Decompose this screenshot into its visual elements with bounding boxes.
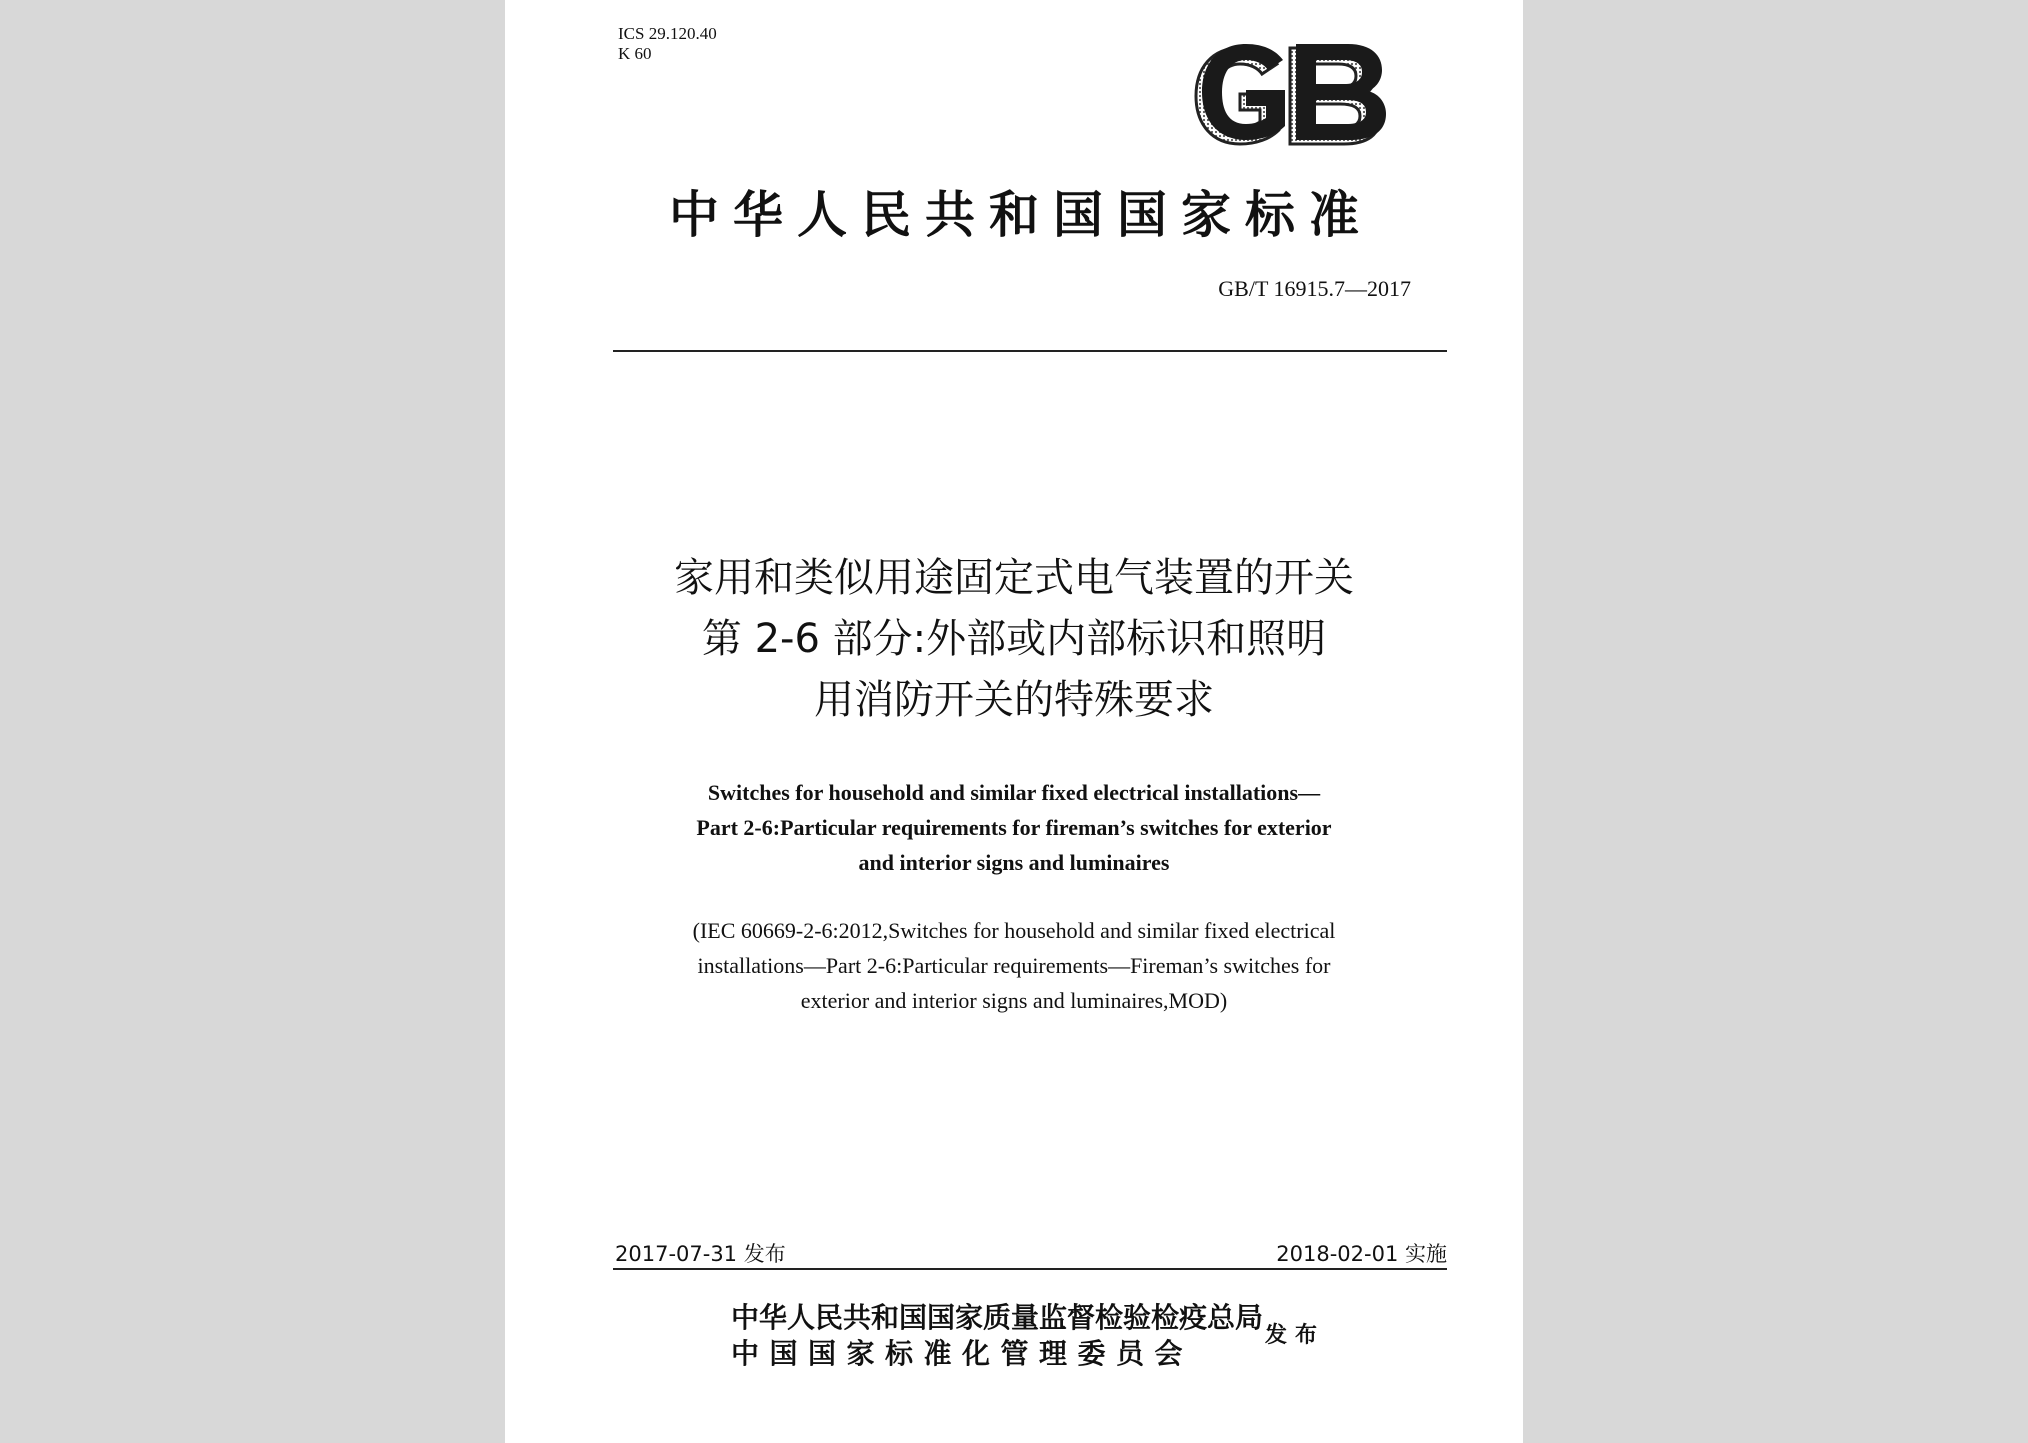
- title-en-line: Switches for household and similar fixed electrical installations—: [707, 780, 1321, 805]
- iec-reference-line: installations—Part 2-6:Particular requirements—Fireman’s switches for: [697, 953, 1331, 978]
- title-en-line: and interior signs and luminaires: [858, 850, 1170, 875]
- title-cn-line: 家用和类似用途固定式电气装置的开关: [674, 555, 1354, 601]
- title-cn-line: 用消防开关的特殊要求: [814, 677, 1214, 723]
- issuing-authorities: [731, 1300, 1263, 1372]
- issue-date: 2017-07-31 发布: [615, 1242, 786, 1266]
- iec-reference: [505, 913, 1523, 1018]
- publish-label: 发布: [1265, 1322, 1326, 1348]
- ics-code: ICS 29.120.40: [618, 24, 717, 43]
- issuer-sac: 中国国家标准化管理委员会: [731, 1337, 1194, 1370]
- document-page: [505, 0, 1523, 1443]
- header-divider: [613, 350, 1447, 352]
- classification-codes: [618, 24, 717, 64]
- title-cn-line: 第 2-6 部分:外部或内部标识和照明: [701, 616, 1327, 662]
- title-english: [505, 775, 1523, 880]
- iec-reference-line: (IEC 60669-2-6:2012,Switches for household and similar fixed electrical: [692, 918, 1336, 943]
- standard-number: GB/T 16915.7—2017: [1218, 276, 1411, 301]
- ccs-code: K 60: [618, 44, 652, 63]
- footer-divider: [613, 1268, 1447, 1270]
- title-en-line: Part 2-6:Particular requirements for fireman’s switches for exterior: [696, 815, 1332, 840]
- title-chinese: [505, 548, 1523, 731]
- standard-type-title: 中华人民共和国国家标准: [669, 186, 1373, 244]
- gb-logo: [1188, 38, 1394, 146]
- issuer-aqsiq: 中华人民共和国国家质量监督检验检疫总局: [731, 1301, 1264, 1334]
- iec-reference-line: exterior and interior signs and luminaires,MOD): [800, 988, 1228, 1013]
- implementation-date: 2018-02-01 实施: [1276, 1242, 1447, 1266]
